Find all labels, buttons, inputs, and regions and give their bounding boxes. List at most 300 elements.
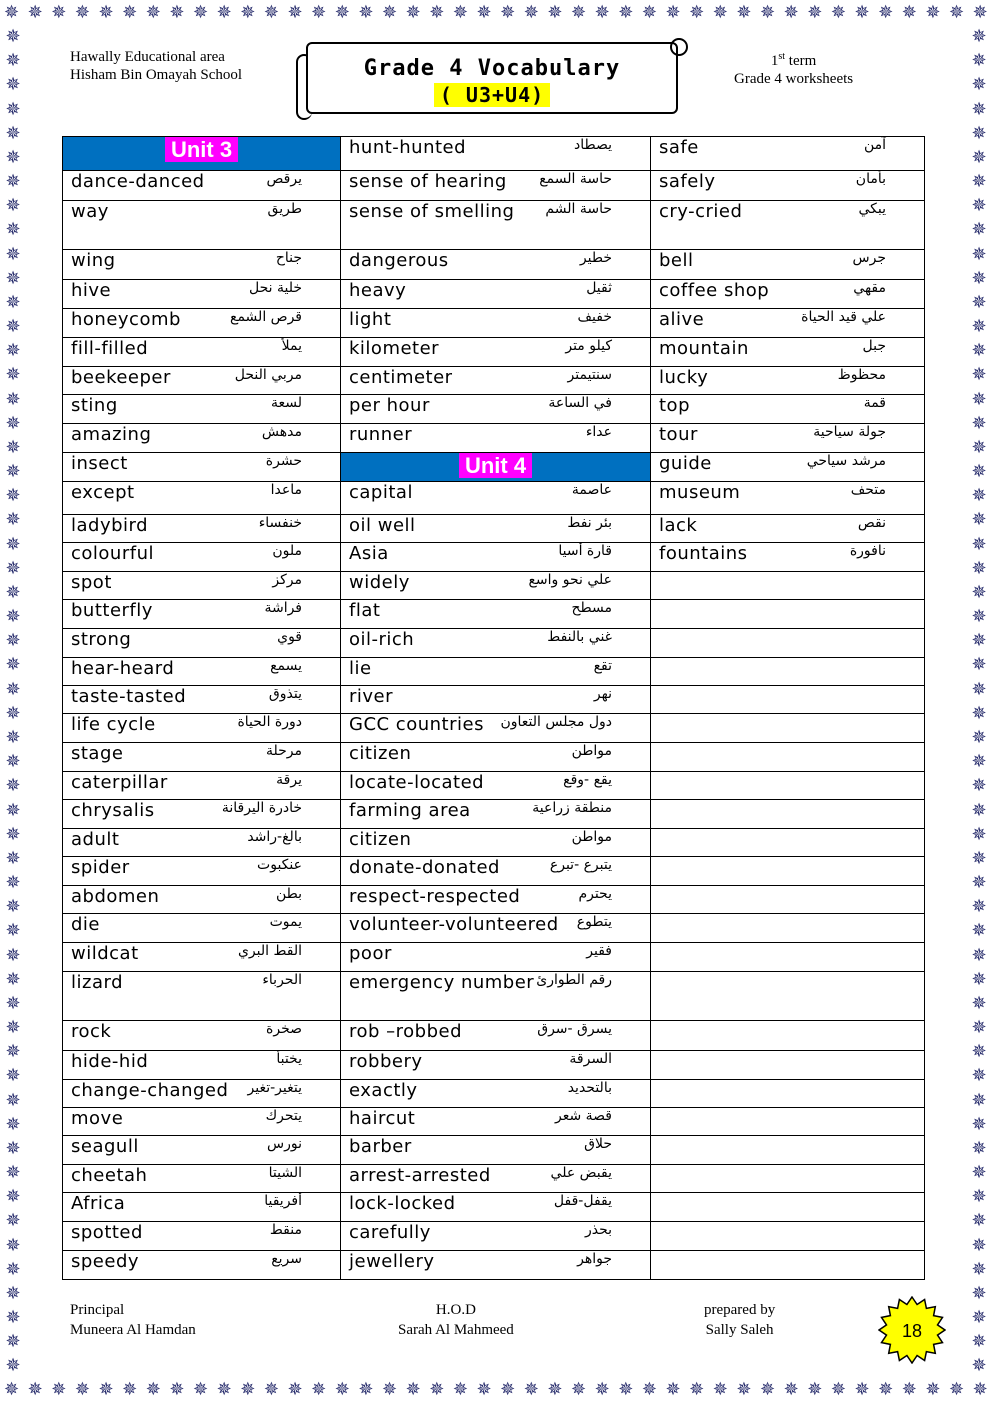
border-star-icon: ✵ — [5, 122, 21, 144]
table-row — [63, 943, 925, 972]
border-star-icon: ✵ — [5, 847, 21, 869]
english-word: barber — [349, 1136, 412, 1157]
arabic-translation: مسطح — [571, 600, 612, 616]
empty-cell — [651, 1193, 925, 1222]
arabic-translation: بالتحديد — [567, 1080, 612, 1096]
empty-cell — [651, 772, 925, 800]
border-star-icon: ✵ — [971, 799, 987, 821]
table-row — [63, 395, 925, 424]
vocab-entry — [63, 686, 341, 714]
border-star-icon: ✵ — [971, 630, 987, 652]
unit-header-cell — [63, 137, 341, 171]
border-star-icon: ✵ — [5, 1113, 21, 1135]
arabic-translation: بحذر — [584, 1222, 612, 1238]
vocab-entry — [63, 338, 341, 367]
border-star-icon: ✵ — [5, 557, 21, 579]
vocab-entry — [341, 1080, 651, 1108]
border-star-icon: ✵ — [5, 412, 21, 434]
arabic-translation: بالغ-راشد — [247, 829, 302, 845]
english-word: seagull — [71, 1136, 139, 1157]
vocab-entry — [63, 309, 341, 338]
border-star-icon: ✵ — [665, 1379, 681, 1400]
border-star-icon: ✵ — [216, 1379, 232, 1400]
table-row — [63, 743, 925, 772]
border-star-icon: ✵ — [5, 775, 21, 797]
border-star-icon: ✵ — [169, 1379, 185, 1400]
border-star-icon: ✵ — [972, 2, 988, 23]
arabic-translation: حلاق — [584, 1136, 612, 1152]
arabic-translation: جرس — [852, 250, 886, 266]
english-word: heavy — [349, 280, 407, 301]
arabic-translation: يصطاد — [573, 137, 612, 153]
border-star-icon: ✵ — [971, 98, 987, 120]
border-star-icon: ✵ — [971, 1355, 987, 1377]
border-star-icon: ✵ — [783, 1379, 799, 1400]
english-word: guide — [659, 453, 712, 474]
border-star-icon: ✵ — [193, 2, 209, 23]
border-star-icon: ✵ — [216, 2, 232, 23]
arabic-translation: تقع — [593, 658, 612, 674]
vocab-entry — [651, 395, 925, 424]
english-word: volunteer-volunteered — [349, 914, 559, 935]
vocab-entry — [341, 171, 651, 201]
english-word: safe — [659, 137, 699, 158]
border-star-icon: ✵ — [500, 2, 516, 23]
english-word: tour — [659, 424, 698, 445]
border-star-icon: ✵ — [382, 1379, 398, 1400]
english-word: adult — [71, 829, 120, 850]
border-star-icon: ✵ — [618, 1379, 634, 1400]
border-star-icon: ✵ — [523, 1379, 539, 1400]
english-word: wing — [71, 250, 116, 271]
border-star-icon: ✵ — [5, 581, 21, 603]
border-star-icon: ✵ — [5, 1234, 21, 1256]
border-star-icon: ✵ — [5, 267, 21, 289]
vocab-entry — [63, 629, 341, 658]
english-word: river — [349, 686, 394, 707]
table-row — [63, 424, 925, 453]
border-star-icon: ✵ — [547, 2, 563, 23]
vocab-entry — [341, 1021, 651, 1051]
empty-cell — [651, 800, 925, 829]
border-star-icon: ✵ — [311, 2, 327, 23]
english-word: hear-heard — [71, 658, 175, 679]
arabic-translation: نقص — [857, 515, 886, 531]
border-star-icon: ✵ — [971, 581, 987, 603]
english-word: lucky — [659, 367, 709, 388]
vocab-entry — [341, 629, 651, 658]
arabic-translation: سريع — [271, 1251, 302, 1267]
arabic-translation: عنكبوت — [257, 857, 302, 873]
empty-cell — [651, 658, 925, 686]
arabic-translation: مدهش — [261, 424, 302, 440]
arabic-translation: خادرة اليرقانة — [221, 800, 302, 816]
arabic-translation: مرشد سياحي — [806, 453, 886, 469]
english-word: oil-rich — [349, 629, 415, 650]
arabic-translation: فقير — [586, 943, 612, 959]
vocab-entry — [63, 857, 341, 886]
border-star-icon: ✵ — [5, 1137, 21, 1159]
border-star-icon: ✵ — [5, 823, 21, 845]
english-word: donate-donated — [349, 857, 500, 878]
border-star-icon: ✵ — [5, 1065, 21, 1087]
english-word: arrest-arrested — [349, 1165, 491, 1186]
vocab-entry — [341, 800, 651, 829]
arabic-translation: يختبأ — [276, 1051, 302, 1067]
vocab-entry — [651, 201, 925, 250]
border-star-icon: ✵ — [169, 2, 185, 23]
arabic-translation: فراشة — [264, 600, 302, 616]
english-word: strong — [71, 629, 132, 650]
arabic-translation: يحترم — [578, 886, 612, 902]
vocab-entry — [341, 1136, 651, 1165]
border-star-icon: ✵ — [193, 1379, 209, 1400]
table-row — [63, 250, 925, 280]
empty-cell — [651, 943, 925, 972]
english-word: insect — [71, 453, 128, 474]
page-subtitle: ( U3+U4) — [434, 83, 550, 107]
vocab-entry — [341, 250, 651, 280]
arabic-translation: نافورة — [849, 543, 886, 559]
table-row — [63, 201, 925, 250]
arabic-translation: جواهر — [577, 1251, 612, 1267]
prepared-by-name: Sally Saleh — [705, 1322, 774, 1338]
term-label: 1st term — [770, 51, 817, 69]
border-star-icon: ✵ — [971, 1113, 987, 1135]
vocab-entry — [63, 424, 341, 453]
page-border-left — [0, 26, 26, 1377]
border-star-icon: ✵ — [5, 1258, 21, 1280]
table-row — [63, 686, 925, 714]
border-star-icon: ✵ — [263, 1379, 279, 1400]
arabic-translation: يتحرك — [265, 1108, 302, 1124]
english-word: chrysalis — [71, 800, 155, 821]
border-star-icon: ✵ — [5, 630, 21, 652]
hod-block — [398, 1300, 514, 1340]
border-star-icon: ✵ — [971, 678, 987, 700]
english-word: Africa — [71, 1193, 126, 1214]
border-star-icon: ✵ — [5, 195, 21, 217]
arabic-translation: جناح — [275, 250, 302, 266]
arabic-translation: نورس — [267, 1136, 302, 1152]
arabic-translation: بئر نفط — [567, 515, 612, 531]
border-star-icon: ✵ — [971, 26, 987, 47]
empty-cell — [651, 972, 925, 1021]
arabic-translation: قصة شعر — [555, 1108, 612, 1124]
border-star-icon: ✵ — [972, 1379, 988, 1400]
border-star-icon: ✵ — [901, 1379, 917, 1400]
english-word: lack — [659, 515, 698, 536]
border-star-icon: ✵ — [547, 1379, 563, 1400]
english-word: GCC countries — [349, 714, 484, 735]
arabic-translation: علي نحو واسع — [528, 572, 612, 588]
border-star-icon: ✵ — [500, 1379, 516, 1400]
english-word: top — [659, 395, 690, 416]
arabic-translation: بأمان — [855, 171, 886, 187]
arabic-translation: بطن — [275, 886, 302, 902]
border-star-icon: ✵ — [240, 1379, 256, 1400]
border-star-icon: ✵ — [5, 485, 21, 507]
arabic-translation: مربي النحل — [234, 367, 302, 383]
border-star-icon: ✵ — [971, 243, 987, 265]
english-word: sting — [71, 395, 118, 416]
border-star-icon: ✵ — [452, 2, 468, 23]
vocab-entry — [651, 338, 925, 367]
arabic-translation: قرص الشمع — [230, 309, 302, 325]
title-banner — [306, 42, 678, 114]
border-star-icon: ✵ — [27, 2, 43, 23]
arabic-translation: متحف — [850, 482, 886, 498]
empty-cell — [651, 1136, 925, 1165]
border-star-icon: ✵ — [971, 267, 987, 289]
border-star-icon: ✵ — [971, 1307, 987, 1329]
english-word: hive — [71, 280, 112, 301]
border-star-icon: ✵ — [689, 2, 705, 23]
arabic-translation: خفيف — [577, 309, 612, 325]
table-row — [63, 600, 925, 629]
border-star-icon: ✵ — [5, 992, 21, 1014]
vocab-entry — [63, 367, 341, 395]
english-word: exactly — [349, 1080, 418, 1101]
border-star-icon: ✵ — [618, 2, 634, 23]
english-word: stage — [71, 743, 124, 764]
arabic-translation: يبكي — [858, 201, 886, 217]
arabic-translation: ملون — [272, 543, 302, 559]
vocab-entry — [63, 515, 341, 543]
arabic-translation: سنتيمتر — [567, 367, 612, 383]
border-star-icon: ✵ — [405, 1379, 421, 1400]
english-word: museum — [659, 482, 741, 503]
vocab-entry — [341, 280, 651, 309]
empty-cell — [651, 1080, 925, 1108]
border-star-icon: ✵ — [27, 1379, 43, 1400]
vocab-entry — [341, 886, 651, 914]
border-star-icon: ✵ — [5, 1282, 21, 1304]
arabic-translation: قوي — [277, 629, 302, 645]
border-star-icon: ✵ — [971, 726, 987, 748]
table-row — [63, 658, 925, 686]
arabic-translation: يتبرع -تبرع — [549, 857, 612, 873]
border-star-icon: ✵ — [760, 1379, 776, 1400]
english-word: cheetah — [71, 1165, 148, 1186]
english-word: amazing — [71, 424, 152, 445]
arabic-translation: يسمع — [270, 658, 302, 674]
english-word: rock — [71, 1021, 112, 1042]
english-word: bell — [659, 250, 694, 271]
vocab-entry — [341, 572, 651, 600]
vocab-entry — [341, 1251, 651, 1280]
empty-cell — [651, 886, 925, 914]
border-star-icon: ✵ — [5, 340, 21, 362]
arabic-translation: منطقة زراعية — [532, 800, 612, 816]
vocab-entry — [341, 395, 651, 424]
border-star-icon: ✵ — [971, 1282, 987, 1304]
arabic-translation: يسرق -سرق — [537, 1021, 612, 1037]
border-star-icon: ✵ — [971, 1331, 987, 1353]
empty-cell — [651, 743, 925, 772]
border-star-icon: ✵ — [5, 1162, 21, 1184]
vocab-entry — [63, 1080, 341, 1108]
border-star-icon: ✵ — [5, 291, 21, 313]
vocab-entry — [341, 1165, 651, 1193]
border-star-icon: ✵ — [5, 1041, 21, 1063]
border-star-icon: ✵ — [971, 171, 987, 193]
border-star-icon: ✵ — [971, 388, 987, 410]
vocab-entry — [341, 1222, 651, 1251]
table-row — [63, 515, 925, 543]
border-star-icon: ✵ — [807, 1379, 823, 1400]
border-star-icon: ✵ — [712, 2, 728, 23]
border-star-icon: ✵ — [5, 1089, 21, 1111]
vocab-entry — [63, 543, 341, 572]
vocab-entry — [651, 367, 925, 395]
border-star-icon: ✵ — [5, 944, 21, 966]
border-star-icon: ✵ — [5, 26, 21, 47]
border-star-icon: ✵ — [5, 436, 21, 458]
vocab-entry — [63, 829, 341, 857]
vocab-entry — [63, 1251, 341, 1280]
table-row — [63, 1108, 925, 1136]
table-row — [63, 1222, 925, 1251]
arabic-translation: يرقة — [276, 772, 302, 788]
arabic-translation: رقم الطوارئ — [536, 972, 612, 988]
vocab-entry — [63, 1108, 341, 1136]
vocab-entry — [651, 424, 925, 453]
empty-cell — [651, 1222, 925, 1251]
vocab-entry — [651, 515, 925, 543]
school-info — [70, 48, 242, 84]
vocab-entry — [651, 453, 925, 482]
vocab-entry — [63, 800, 341, 829]
border-star-icon: ✵ — [5, 461, 21, 483]
border-star-icon: ✵ — [971, 1017, 987, 1039]
border-star-icon: ✵ — [854, 2, 870, 23]
arabic-translation: محظوظ — [837, 367, 886, 383]
vocab-entry — [63, 600, 341, 629]
vocab-entry — [341, 1193, 651, 1222]
english-word: hunt-hunted — [349, 137, 467, 158]
english-word: runner — [349, 424, 413, 445]
border-star-icon: ✵ — [830, 1379, 846, 1400]
arabic-translation: السرقة — [569, 1051, 612, 1067]
arabic-translation: خلية نحل — [248, 280, 302, 296]
vocab-entry — [63, 1051, 341, 1080]
empty-cell — [651, 600, 925, 629]
border-star-icon: ✵ — [5, 364, 21, 386]
vocab-entry — [63, 395, 341, 424]
border-star-icon: ✵ — [594, 1379, 610, 1400]
border-star-icon: ✵ — [971, 146, 987, 168]
vocab-entry — [63, 1136, 341, 1165]
vocab-entry — [341, 829, 651, 857]
vocab-entry — [341, 137, 651, 171]
border-star-icon: ✵ — [74, 2, 90, 23]
border-star-icon: ✵ — [74, 1379, 90, 1400]
empty-cell — [651, 1108, 925, 1136]
border-star-icon: ✵ — [971, 219, 987, 241]
vocab-entry — [341, 424, 651, 453]
vocab-entry — [63, 772, 341, 800]
english-word: flat — [349, 600, 381, 621]
table-row — [63, 572, 925, 600]
vocab-entry — [341, 743, 651, 772]
english-word: safely — [659, 171, 716, 192]
border-star-icon: ✵ — [5, 654, 21, 676]
border-star-icon: ✵ — [5, 316, 21, 338]
english-word: sense of smelling — [349, 201, 515, 222]
empty-cell — [651, 1051, 925, 1080]
english-word: speedy — [71, 1251, 140, 1272]
border-star-icon: ✵ — [878, 1379, 894, 1400]
arabic-translation: القط البري — [237, 943, 302, 959]
border-star-icon: ✵ — [971, 1234, 987, 1256]
vocab-entry — [341, 1108, 651, 1136]
border-star-icon: ✵ — [571, 2, 587, 23]
scroll-curl-right — [670, 38, 688, 56]
border-star-icon: ✵ — [901, 2, 917, 23]
border-star-icon: ✵ — [949, 1379, 965, 1400]
border-star-icon: ✵ — [145, 1379, 161, 1400]
arabic-translation: يتغير-تغير — [247, 1080, 302, 1096]
prepared-by-title: prepared by — [704, 1302, 776, 1318]
table-row — [63, 453, 925, 482]
arabic-translation: جبل — [862, 338, 886, 354]
arabic-translation: يقع -وقع — [563, 772, 612, 788]
arabic-translation: عداء — [585, 424, 612, 440]
border-star-icon: ✵ — [830, 2, 846, 23]
table-row — [63, 367, 925, 395]
vocab-entry — [341, 857, 651, 886]
border-star-icon: ✵ — [5, 606, 21, 628]
border-star-icon: ✵ — [5, 1307, 21, 1329]
arabic-translation: أفريقيا — [264, 1193, 302, 1209]
english-word: hide-hid — [71, 1051, 149, 1072]
prepared-by-block — [704, 1300, 775, 1340]
border-star-icon: ✵ — [5, 50, 21, 72]
border-star-icon: ✵ — [5, 509, 21, 531]
worksheet-label: Grade 4 worksheets — [734, 71, 854, 87]
border-star-icon: ✵ — [971, 896, 987, 918]
border-star-icon: ✵ — [4, 1379, 20, 1400]
border-star-icon: ✵ — [971, 1162, 987, 1184]
english-word: haircut — [349, 1108, 416, 1129]
border-star-icon: ✵ — [476, 1379, 492, 1400]
table-row — [63, 137, 925, 171]
border-star-icon: ✵ — [5, 920, 21, 942]
english-word: mountain — [659, 338, 749, 359]
empty-cell — [651, 1251, 925, 1280]
english-word: except — [71, 482, 135, 503]
page-number: 18 — [901, 1321, 923, 1341]
vocab-entry — [63, 572, 341, 600]
vocab-entry — [341, 543, 651, 572]
border-star-icon: ✵ — [971, 920, 987, 942]
border-star-icon: ✵ — [971, 485, 987, 507]
empty-cell — [651, 914, 925, 943]
english-word: dangerous — [349, 250, 449, 271]
english-word: life cycle — [71, 714, 156, 735]
border-star-icon: ✵ — [971, 1210, 987, 1232]
table-row — [63, 886, 925, 914]
english-word: coffee shop — [659, 280, 770, 301]
border-star-icon: ✵ — [5, 146, 21, 168]
border-star-icon: ✵ — [971, 557, 987, 579]
border-star-icon: ✵ — [971, 606, 987, 628]
vocab-entry — [341, 658, 651, 686]
border-star-icon: ✵ — [5, 968, 21, 990]
english-word: die — [71, 914, 101, 935]
page-border-right — [966, 26, 992, 1377]
